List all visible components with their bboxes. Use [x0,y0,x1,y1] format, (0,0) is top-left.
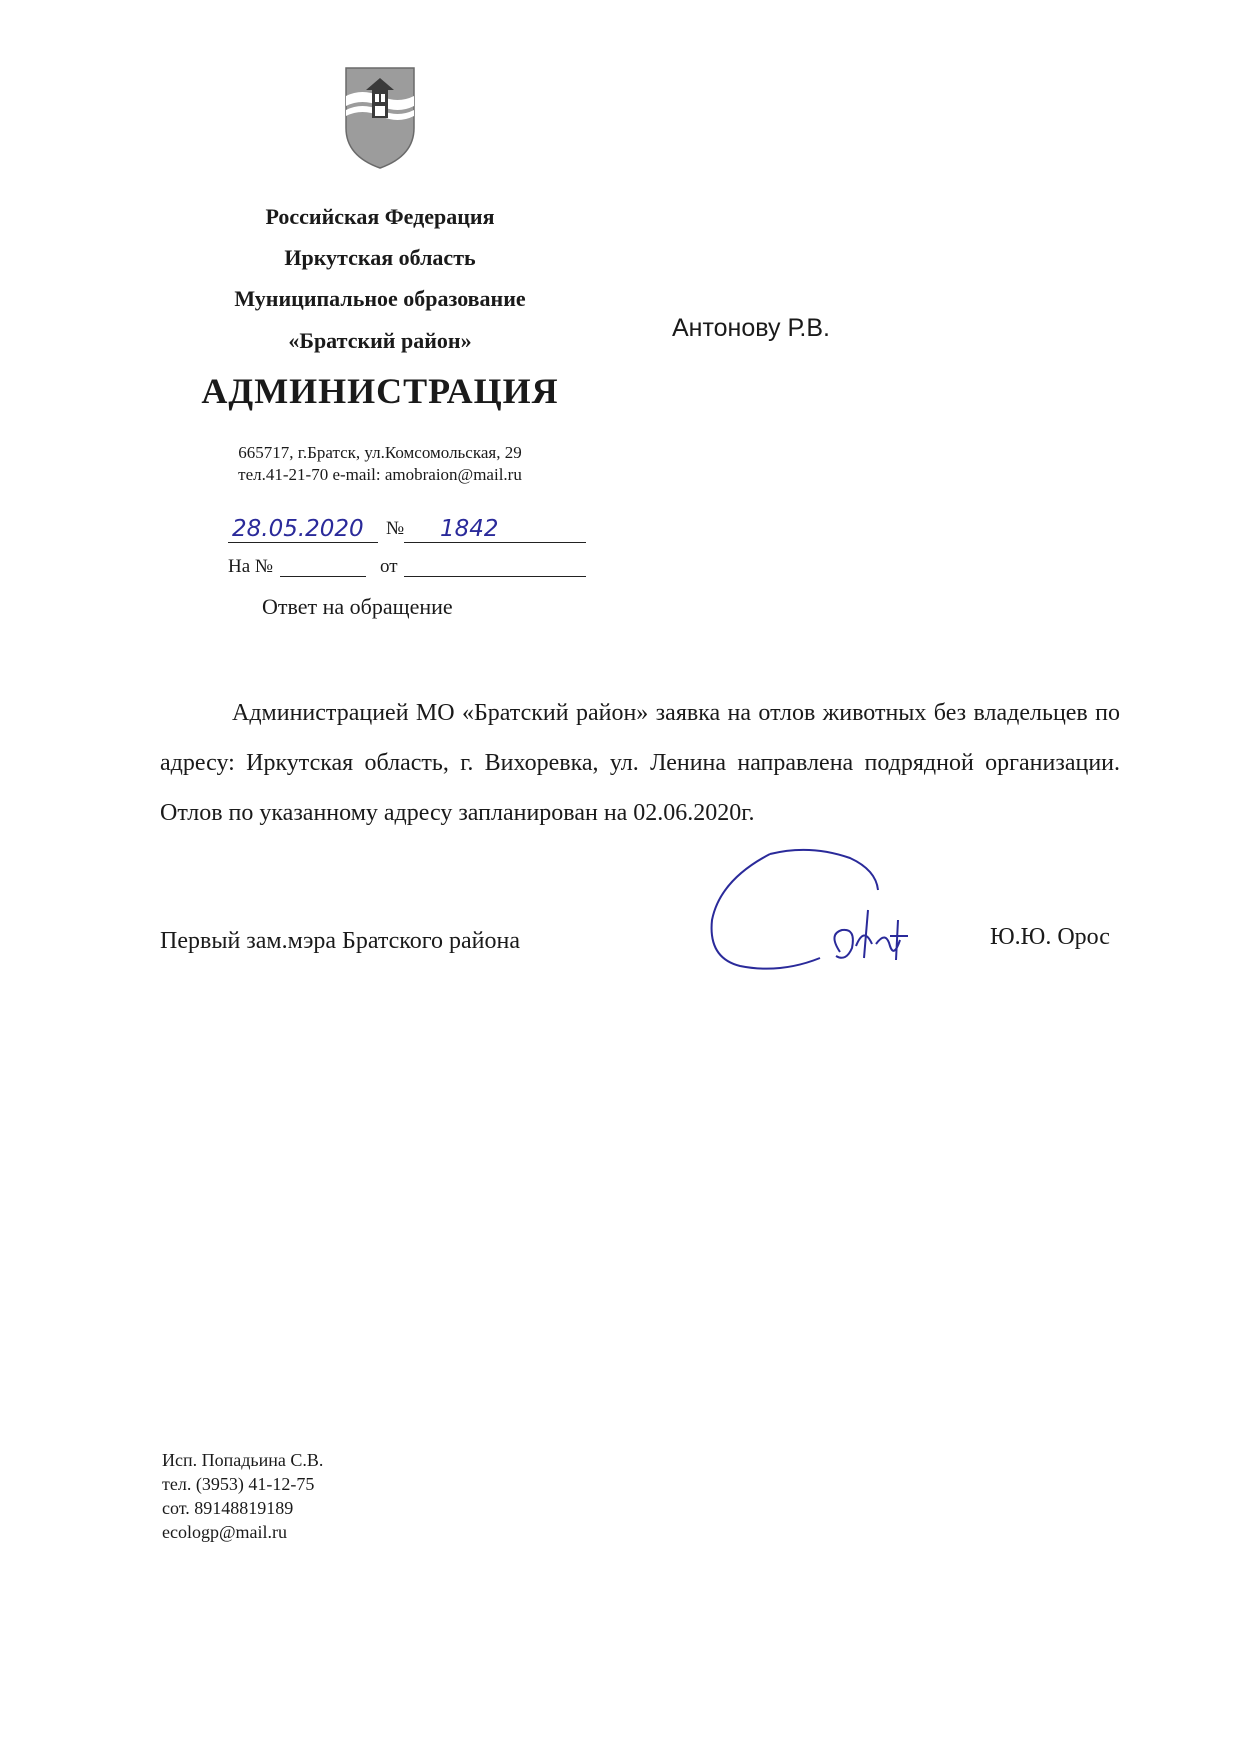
subject-line: Ответ на обращение [262,594,453,619]
registration-date: 28.05.2020 [232,516,364,542]
performer-mobile: сот. 89148819189 [162,1498,294,1518]
signatory-name: Ю.Ю. Орос [990,924,1110,950]
registration-number-label: № [386,518,405,539]
registration-number: 1842 [440,516,499,542]
header-district: «Братский район» [288,328,472,353]
reference-number-blank [280,576,366,577]
reference-date-blank [404,576,586,577]
header-municipality: Муниципальное образование [234,286,526,311]
addressee: Антонову Р.В. [672,314,830,342]
performer-name: Исп. Попадьина С.В. [162,1450,324,1470]
header-country: Российская Федерация [265,204,495,229]
coat-of-arms-emblem [344,66,416,170]
body-paragraph: Администрацией МО «Братский район» заявка на отлов животных без владельцев по адресу: Иркутская область, г. Вихоревка, ул. Ленина направлена подрядной организации. Отлов по указанному адресу запланирован на 02.06.2020г. [160,700,1120,826]
reference-number-label: На № [228,556,274,577]
header-address: 665717, г.Братск, ул.Комсомольская, 29 [238,443,522,462]
signatory-position: Первый зам.мэра Братского района [160,928,520,954]
registration-date-underline [228,542,378,543]
performer-phone: тел. (3953) 41-12-75 [162,1474,315,1494]
handwritten-signature [700,840,940,990]
performer-email: ecologp@mail.ru [162,1522,288,1542]
registration-line [228,516,588,544]
header-region: Иркутская область [284,245,476,270]
header-organization: АДМИНИСТРАЦИЯ [201,371,559,411]
registration-number-underline [404,542,586,543]
header-contacts: тел.41-21-70 e-mail: amobraion@mail.ru [238,465,522,484]
reference-line [228,556,588,582]
reference-date-label: от [380,556,398,577]
